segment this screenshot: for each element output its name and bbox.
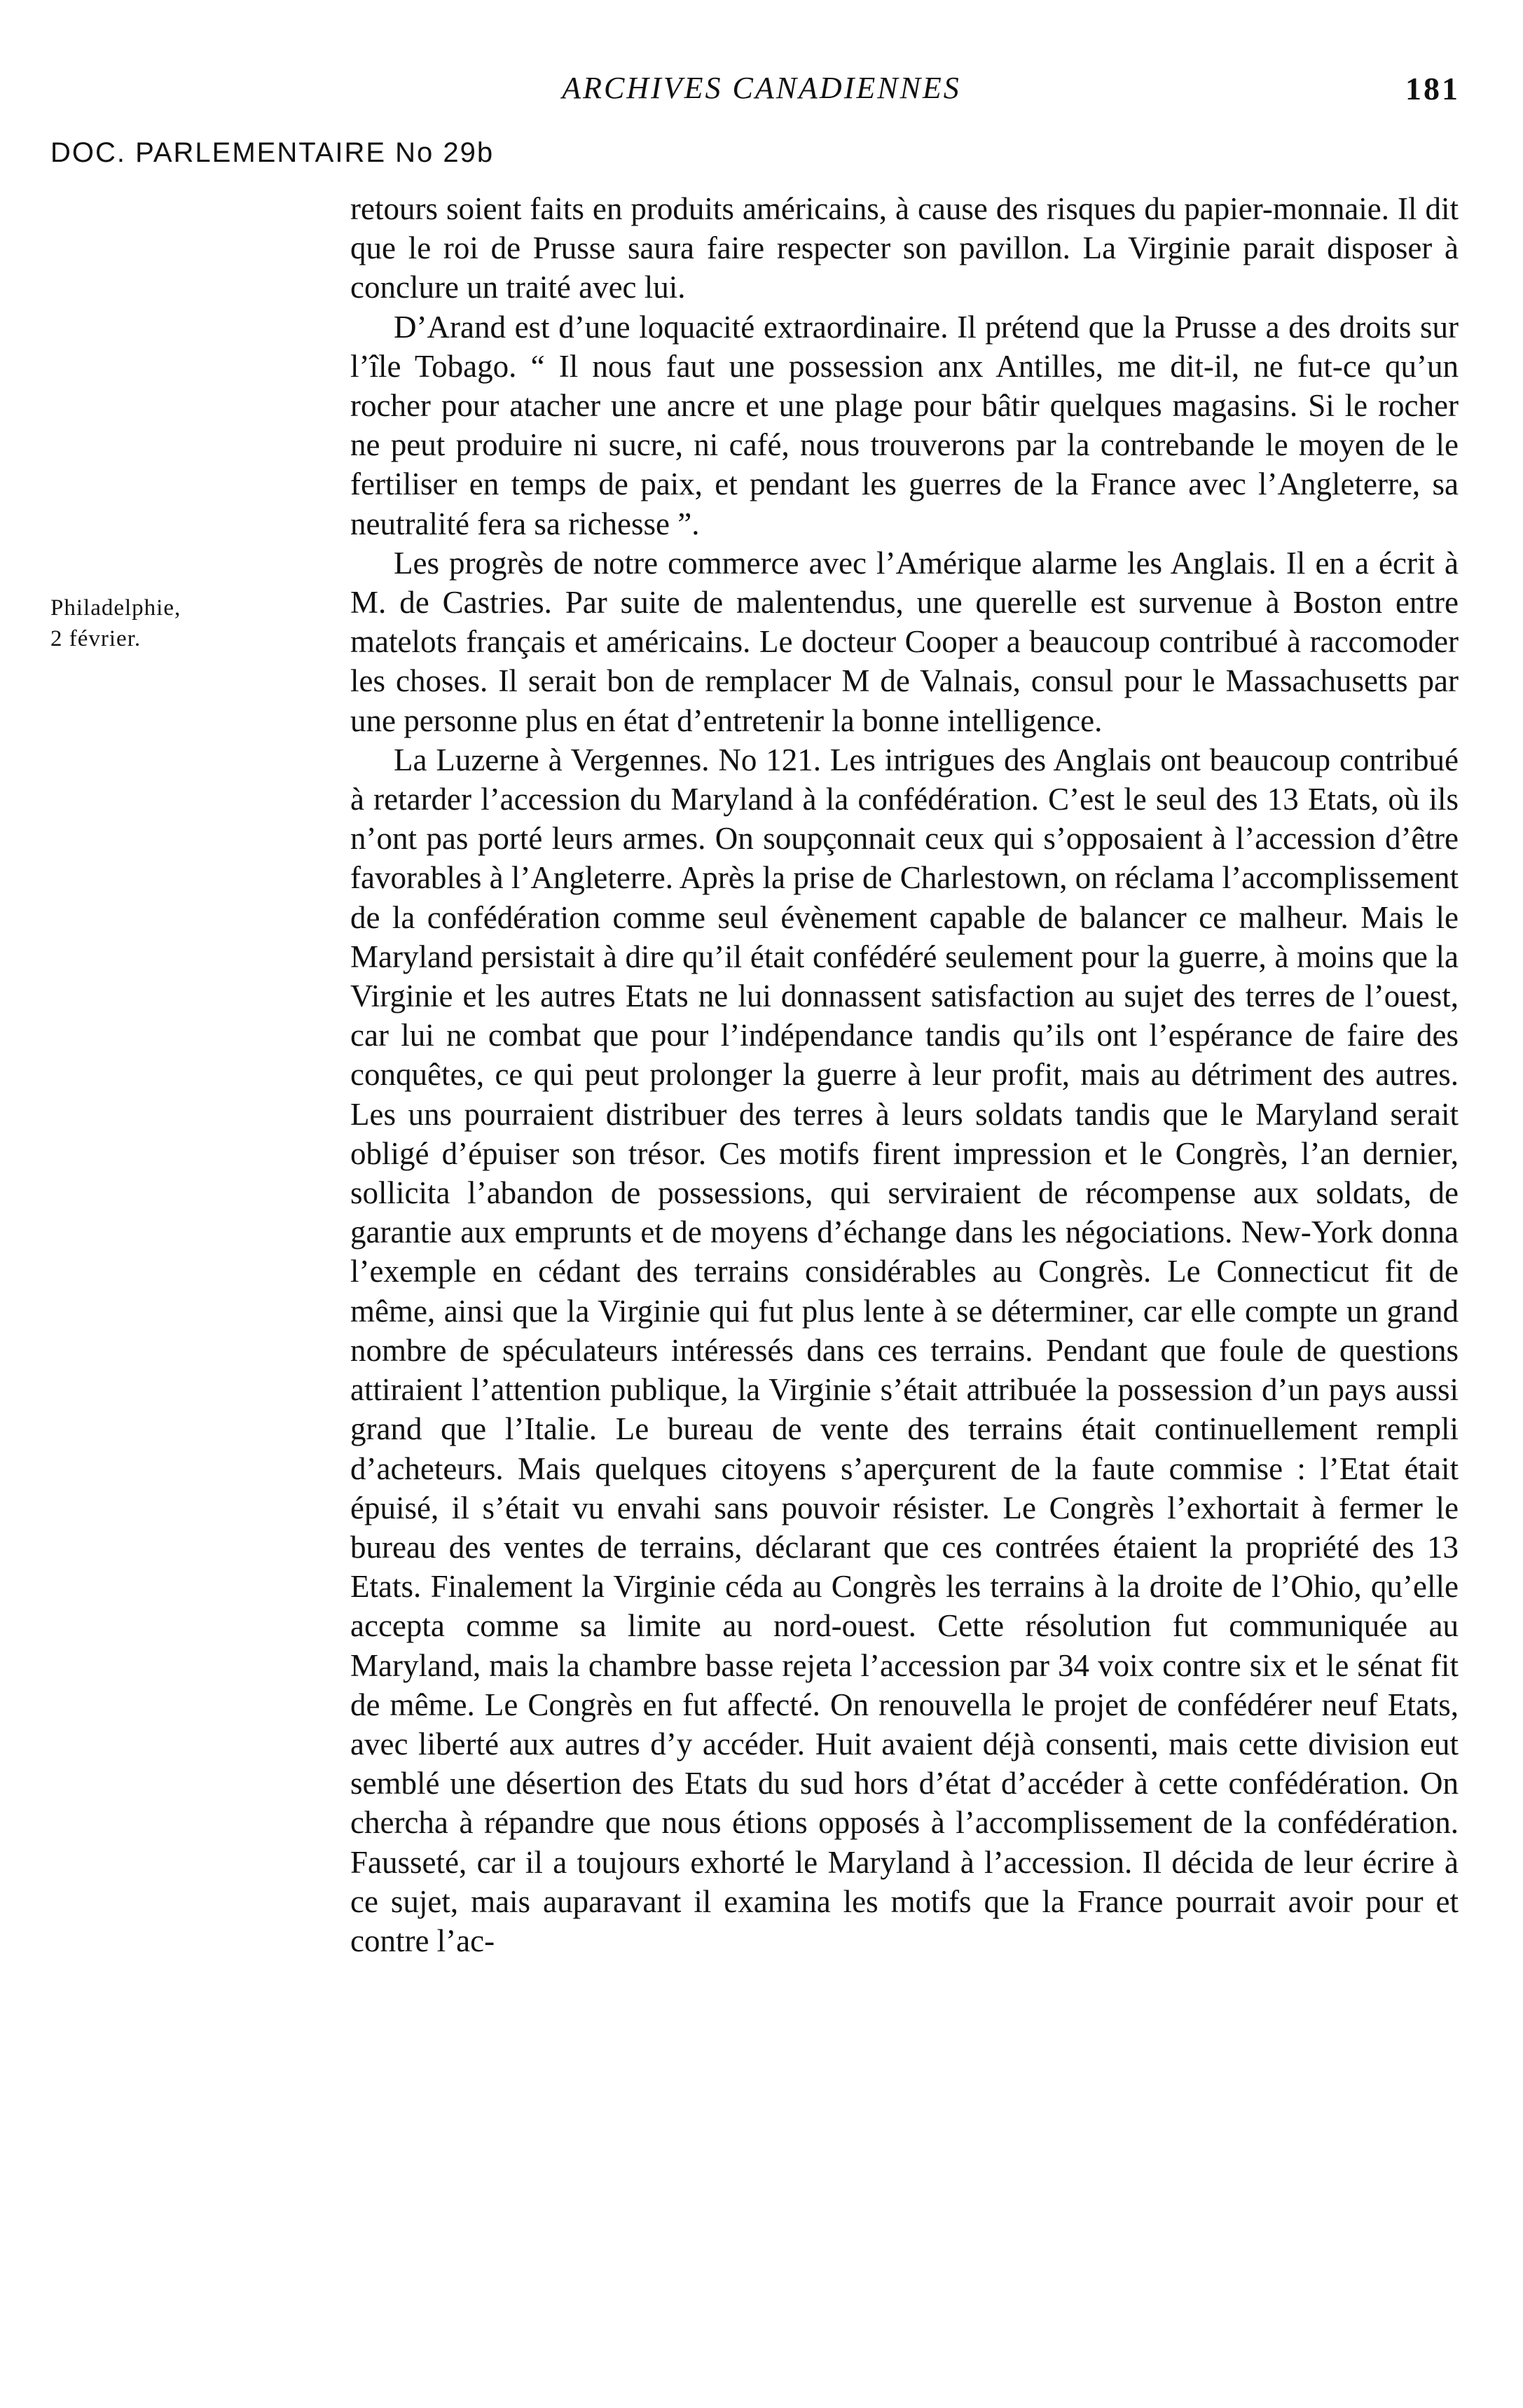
paragraph: retours soient faits en produits américains, à cause des risques du papier-monnaie. Il dit que le roi de Prusse saura faire respecter son pavillon. La Virginie parait disposer à conclure un traité avec lui.	[350, 191, 1459, 305]
paragraph: La Luzerne à Vergennes. No 121. Les intrigues des Anglais ont beaucoup contribué à retarder l’accession du Maryland à la confédération. C’est le seul des 13 Etats, où ils n’ont pas porté leurs armes. On soupçonnait ceux qui s’opposaient à l’accession d’être favorables à l’Angleterre. Après la prise de Charlestown, on réclama l’accomplissement de la confédération comme seul évènement capable de balancer ce malheur. Mais le Maryland persistait à dire qu’il était confédéré seulement pour la guerre, à moins que la Virginie et les autres Etats ne lui donnassent satisfaction au sujet des terres de l’ouest, car lui ne combat que pour l’indépendance tandis qu’ils ont l’espérance de faire des conquêtes, ce qui peut prolonger la guerre à leur profit, mais au détriment des autres. Les uns pourraient distribuer des terres à leurs soldats tandis que le Maryland serait obligé d’épuiser son trésor. Ces motifs firent impression et le Congrès, l’an dernier, sollicita l’abandon de possessions, qui serviraient de récompense aux soldats, de garantie aux emprunts et de moyens d’échange dans les négociations. New-York donna l’exemple en cédant des terrains considérables au Congrès. Le Connecticut fit de même, ainsi que la Virginie qui fut plus lente à se déterminer, car elle compte un grand nombre de spéculateurs intéressés dans ces terrains. Pendant que foule de questions attiraient l’attention publique, la Virginie s’était attribuée la possession d’un pays aussi grand que l’Italie. Le bureau de vente des terrains était continuellement rempli d’acheteurs. Mais quelques citoyens s’aperçurent de la faute commise : l’Etat était épuisé, il s’était vu envahi sans pouvoir résister. Le Congrès l’exhortait à fermer le bureau des ventes de terrains, déclarant que ces contrées étaient la propriété des 13 Etats. Finalement la Virginie céda au Congrès les terrains à la droite de l’Ohio, qu’elle accepta comme sa limite au nord-ouest. Cette résolution fut communiquée au Maryland, mais la chambre basse rejeta l’accession par 34 voix contre six et le sénat fit de même. Le Congrès en fut affecté. On renouvella le projet de confédérer neuf Etats, avec liberté aux autres d’y accéder. Huit avaient déjà consenti, mais cette division eut semblé une désertion des Etats du sud hors d’état d’accéder à cette confédération. On chercha à répandre que nous étions opposés à l’accomplissement de la confédération. Fausseté, car il a toujours exhorté le Maryland à l’accession. Il décida de leur écrire à ce sujet, mais auparavant il examina les motifs que la France pourrait avoir pour et contre l’ac-	[350, 742, 1459, 1958]
page-number: 181	[1405, 71, 1460, 106]
body-text	[350, 189, 1459, 1960]
running-title: ARCHIVES CANADIENNES	[562, 71, 961, 105]
margin-note	[50, 593, 282, 654]
margin-note-date: 2 février.	[50, 626, 142, 651]
paragraph: Les progrès de notre commerce avec l’Amérique alarme les Anglais. Il en a écrit à M. de Castries. Par suite de malentendus, une querelle est survenue à Boston entre matelots français et américains. Le docteur Cooper a beaucoup contribué à raccomoder les choses. Il serait bon de remplacer M de Valnais, consul pour le Massachusetts par une personne plus en état d’entretenir la bonne intelligence.	[350, 545, 1459, 738]
running-header	[0, 70, 1523, 112]
document-reference: DOC. PARLEMENTAIRE No 29b	[50, 137, 495, 168]
paragraph: D’Arand est d’une loquacité extraordinaire. Il prétend que la Prusse a des droits sur l’île Tobago. “ Il nous faut une possession anx Antilles, me dit-il, ne fut-ce qu’un rocher pour atacher une ancre et une plage pour bâtir quelques magasins. Si le rocher ne peut produire ni sucre, ni café, nous trouverons par la contrebande le moyen de le fertiliser en temps de paix, et pendant les guerres de la France avec l’Angleterre, sa neutralité fera sa richesse ”.	[350, 309, 1459, 541]
margin-note-place: Philadelphie,	[50, 595, 181, 621]
